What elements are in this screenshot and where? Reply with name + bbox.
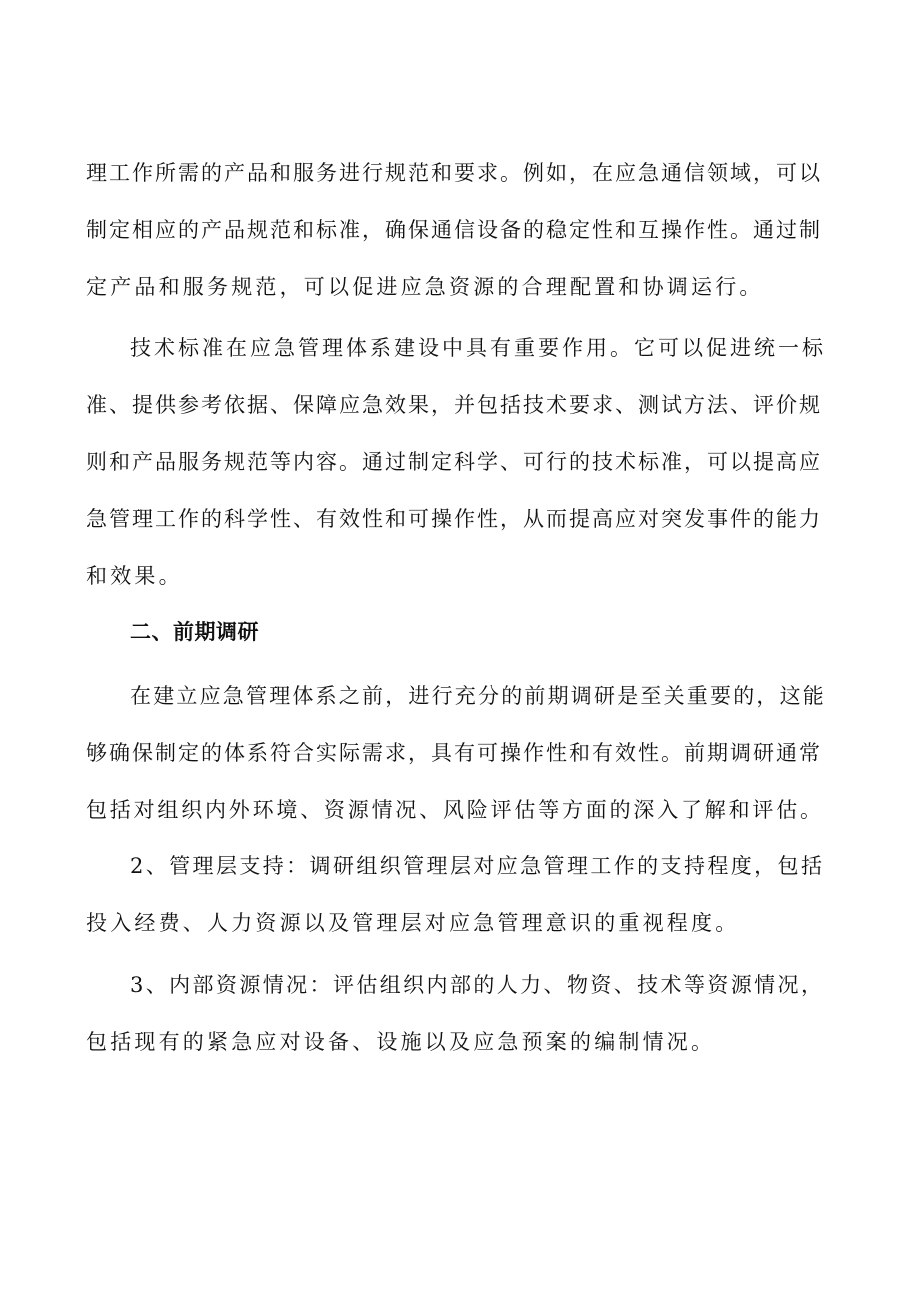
paragraph-line: 和效果。 <box>86 564 183 588</box>
paragraph-line: 在建立应急管理体系之前，进行充分的前期调研是至关重要的，这能 <box>130 684 826 708</box>
paragraph-line: 定产品和服务规范，可以促进应急资源的合理配置和协调运行。 <box>86 275 764 299</box>
paragraph-internal-resources <box>86 957 826 1071</box>
section-heading: 二、前期调研 <box>130 620 259 644</box>
paragraph-line: 理工作所需的产品和服务进行规范和要求。例如，在应急通信领域，可以 <box>86 161 822 185</box>
paragraph-line: 3、内部资源情况：评估组织内部的人力、物资、技术等资源情况， <box>130 973 825 997</box>
paragraph-line: 制定相应的产品规范和标准，确保通信设备的稳定性和互操作性。通过制 <box>86 218 822 242</box>
paragraph-line: 技术标准在应急管理体系建设中具有重要作用。它可以促进统一标 <box>130 336 826 360</box>
paragraph-technical-standards <box>86 320 826 605</box>
paragraph-line: 急管理工作的科学性、有效性和可操作性，从而提高应对突发事件的能力 <box>86 507 822 531</box>
paragraph-line: 包括对组织内外环境、资源情况、风险评估等方面的深入了解和评估。 <box>86 798 824 822</box>
paragraph-line: 2、管理层支持：调研组织管理层对应急管理工作的支持程度，包括 <box>130 854 825 878</box>
paragraph-line: 够确保制定的体系符合实际需求，具有可操作性和有效性。前期调研通常 <box>86 741 822 765</box>
paragraph-line: 则和产品服务规范等内容。通过制定科学、可行的技术标准，可以提高应 <box>86 450 822 474</box>
paragraph-line: 准、提供参考依据、保障应急效果，并包括技术要求、测试方法、评价规 <box>86 393 822 417</box>
paragraph-line: 包括现有的紧急应对设备、设施以及应急预案的编制情况。 <box>86 1030 716 1054</box>
paragraph-line: 投入经费、人力资源以及管理层对应急管理意识的重视程度。 <box>86 911 740 935</box>
paragraph-management-support <box>86 838 826 952</box>
paragraph-product-service-norms <box>86 145 826 316</box>
paragraph-preliminary-research <box>86 668 826 839</box>
